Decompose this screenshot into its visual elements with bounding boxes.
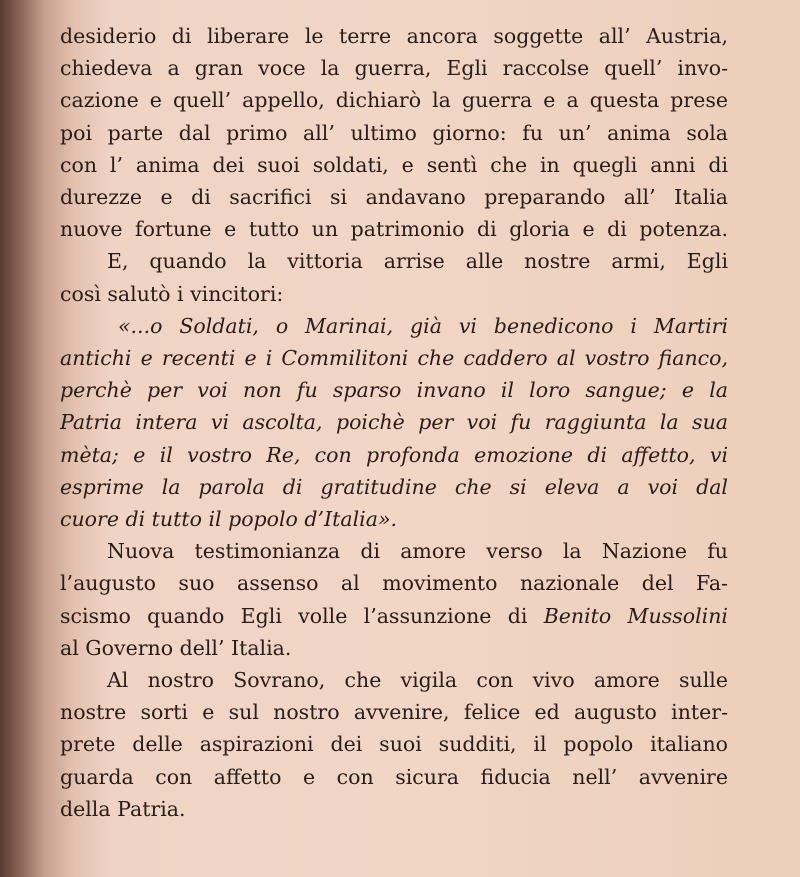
page-text bbox=[60, 20, 728, 825]
paragraph-2 bbox=[60, 245, 728, 309]
text-line: Al nostro Sovrano, che vigila con vivo amore sulle bbox=[107, 668, 728, 693]
emphasis-name: Benito Mussolini bbox=[543, 603, 728, 628]
text-line: con l’ anima dei suoi soldati, e sentì che in quegli anni di bbox=[60, 152, 728, 177]
paragraph-1 bbox=[60, 20, 728, 245]
text-line bbox=[60, 600, 728, 632]
text-line: desiderio di liberare le terre ancora soggette all’ Austria, bbox=[60, 24, 728, 48]
text-line: cazione e quell’ appello, dichiarò la guerra e a questa prese bbox=[60, 88, 728, 113]
paragraph-5 bbox=[60, 664, 728, 825]
text-line: «...o Soldati, o Marinai, già vi benedicono i Martiri bbox=[118, 313, 728, 338]
text-segment: scismo quando Egli volle l’assunzione di bbox=[60, 603, 528, 628]
text-line: così salutò i vincitori: bbox=[60, 281, 284, 306]
text-line: l’augusto suo assenso al movimento nazionale del Fa- bbox=[60, 571, 728, 596]
text-line: Patria intera vi ascolta, poichè per voi fu raggiunta la sua bbox=[60, 410, 728, 435]
text-line: della Patria. bbox=[60, 796, 186, 821]
royal-quote bbox=[60, 310, 728, 535]
text-line: nuove fortune e tutto un patrimonio di gloria e di potenza. bbox=[60, 217, 728, 242]
text-line: cuore di tutto il popolo d’Italia». bbox=[60, 507, 398, 532]
text-line: guarda con affetto e con sicura fiducia nell’ avvenire bbox=[60, 764, 728, 789]
paragraph-4 bbox=[60, 535, 728, 664]
text-line: nostre sorti e sul nostro avvenire, felice ed augusto inter- bbox=[60, 700, 728, 725]
text-line: E, quando la vittoria arrise alle nostre armi, Egli bbox=[107, 249, 728, 274]
text-line: esprime la parola di gratitudine che si eleva a voi dal bbox=[60, 474, 728, 499]
text-line: chiedeva a gran voce la guerra, Egli raccolse quell’ invo- bbox=[60, 56, 728, 81]
text-line: poi parte dal primo all’ ultimo giorno: fu un’ anima sola bbox=[60, 120, 728, 145]
text-line: perchè per voi non fu sparso invano il loro sangue; e la bbox=[60, 378, 728, 403]
text-line: prete delle aspirazioni dei suoi sudditi, il popolo italiano bbox=[60, 732, 728, 757]
text-line: Nuova testimonianza di amore verso la Nazione fu bbox=[107, 539, 728, 564]
text-line: mèta; e il vostro Re, con profonda emozione di affetto, vi bbox=[60, 442, 728, 467]
text-line: durezze e di sacrifici si andavano preparando all’ Italia bbox=[60, 185, 728, 210]
text-line: al Governo dell’ Italia. bbox=[60, 635, 292, 660]
text-line: antichi e recenti e i Commilitoni che caddero al vostro fianco, bbox=[60, 346, 728, 371]
